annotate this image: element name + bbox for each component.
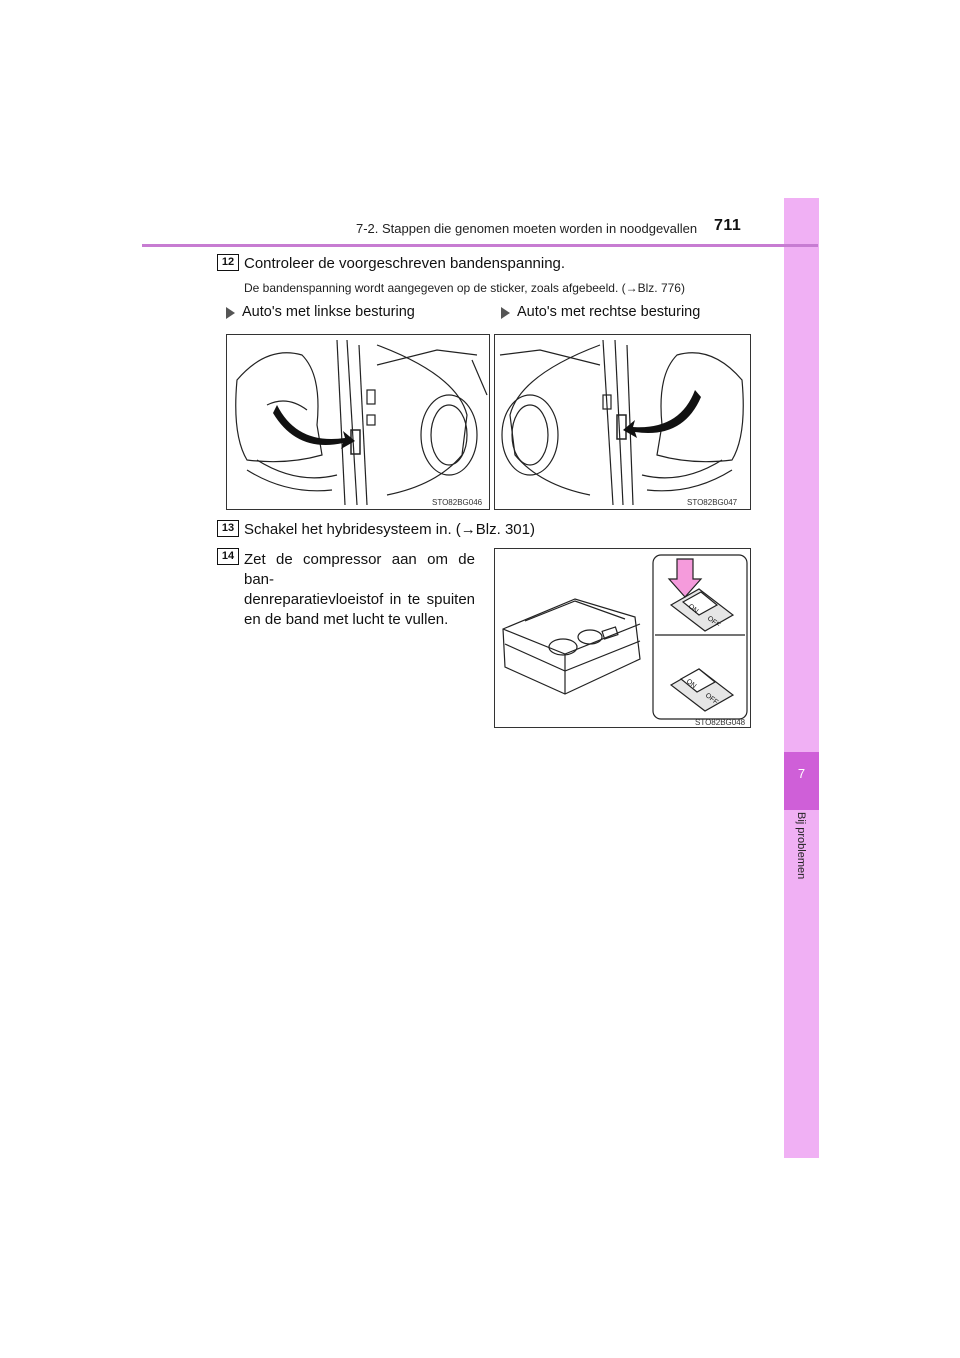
bullet-triangle-icon xyxy=(226,307,235,319)
step-13-badge: 13 xyxy=(217,520,239,537)
step-14-line-3: en de band met lucht te vullen. xyxy=(244,611,449,628)
bullet-triangle-icon xyxy=(501,307,510,319)
figure-compressor-switch xyxy=(494,548,751,728)
chapter-label xyxy=(791,812,811,892)
chapter-label-text: Bij problemen xyxy=(795,812,807,880)
figure-lhd-door-sticker xyxy=(226,334,490,510)
switch-off-label-top: OFF xyxy=(705,615,722,630)
figure-rhd-door-sticker xyxy=(494,334,751,510)
figure-caption-right: Auto's met rechtse besturing xyxy=(517,304,701,320)
step-14-badge: 14 xyxy=(217,548,239,565)
door-pillar-illustration-left xyxy=(227,335,490,510)
switch-on-label-top: ON xyxy=(686,603,700,616)
figure-code-left: STO82BG046 xyxy=(432,498,483,507)
step-14-line-2: denreparatievloeistof in te spuiten xyxy=(244,591,475,608)
page-number: 711 xyxy=(714,217,742,234)
figure-code-compressor: STO82BG048 xyxy=(695,718,746,727)
section-title: 7-2. Stappen die genomen moeten worden in noodgevallen xyxy=(356,221,698,236)
compressor-illustration xyxy=(495,549,751,728)
chapter-side-tab xyxy=(784,198,819,1158)
figure-code-right: STO82BG047 xyxy=(687,498,738,507)
step-12-text: Controleer de voorgeschreven bandenspanning. xyxy=(244,255,566,272)
step-14-text xyxy=(244,550,475,630)
step-14-line-1: Zet de compressor aan om de ban- xyxy=(244,551,475,588)
door-pillar-illustration-right xyxy=(495,335,751,510)
step-12-badge: 12 xyxy=(217,254,239,271)
step-13-text: Schakel het hybridesysteem in. (→Blz. 301) xyxy=(244,521,535,538)
chapter-number: 7 xyxy=(797,766,806,781)
header-rule xyxy=(142,244,818,247)
step-12-note: De bandenspanning wordt aangegeven op de sticker, zoals afgebeeld. (→Blz. 776) xyxy=(244,281,685,295)
switch-on-label-bottom: ON xyxy=(684,678,698,691)
switch-off-label-bottom: OFF xyxy=(703,692,720,707)
chapter-side-tab-marker xyxy=(784,752,819,810)
figure-caption-left: Auto's met linkse besturing xyxy=(242,304,415,320)
